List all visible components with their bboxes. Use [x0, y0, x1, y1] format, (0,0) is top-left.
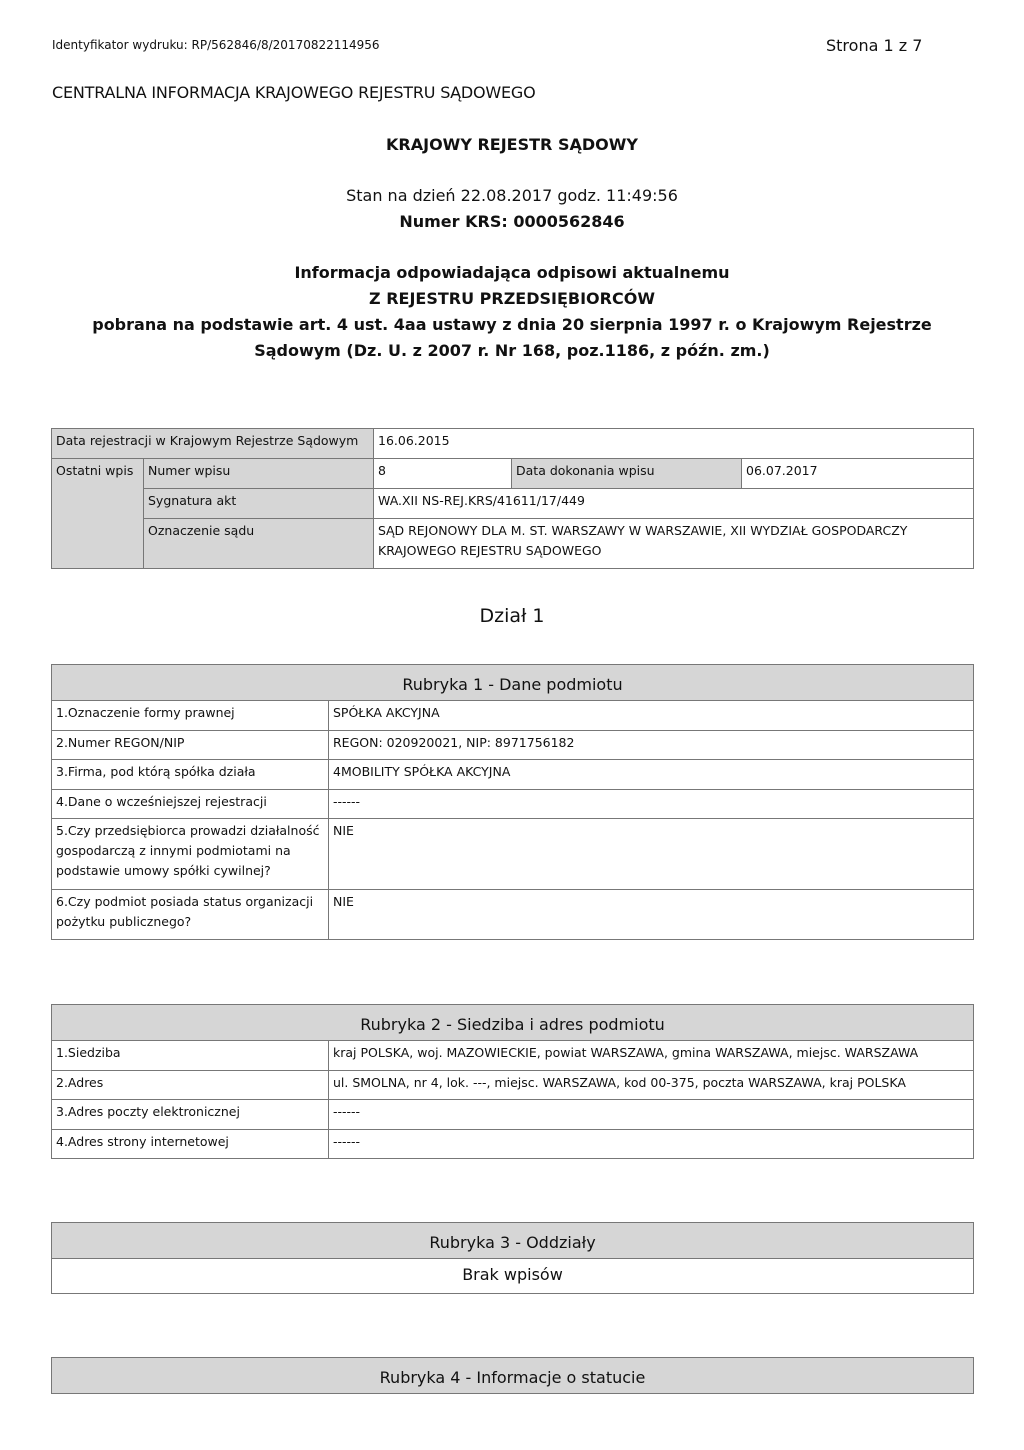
entry-number-label: Numer wpisu [144, 459, 374, 489]
central-info-title: CENTRALNA INFORMACJA KRAJOWEGO REJESTRU SĄDOWEGO [52, 83, 536, 102]
rubryka-3-title: Rubryka 3 - Oddziały [52, 1223, 974, 1259]
rubryka-3-table [51, 1222, 974, 1294]
print-identifier: Identyfikator wydruku: RP/562846/8/20170822114956 [52, 38, 380, 52]
info-line-1: Informacja odpowiadająca odpisowi aktualnemu [294, 263, 730, 282]
entry-number-value: 8 [374, 459, 512, 489]
field-value: ------ [329, 790, 974, 819]
court-value-line-2: KRAJOWEGO REJESTRU SĄDOWEGO [378, 543, 602, 558]
rubryka-2-title: Rubryka 2 - Siedziba i adres podmiotu [52, 1005, 974, 1041]
info-line-3: pobrana na podstawie art. 4 ust. 4aa ustawy z dnia 20 sierpnia 1997 r. o Krajowym Rejestrze [92, 315, 932, 334]
court-label: Oznaczenie sądu [144, 519, 374, 569]
page-number: Strona 1 z 7 [826, 36, 923, 55]
section-title: Dział 1 [479, 605, 545, 627]
field-label: 6.Czy podmiot posiada status organizacji pożytku publicznego? [52, 890, 329, 940]
rubryka-4-title: Rubryka 4 - Informacje o statucie [52, 1358, 974, 1394]
field-label: 2.Adres [52, 1071, 329, 1100]
field-value: kraj POLSKA, woj. MAZOWIECKIE, powiat WARSZAWA, gmina WARSZAWA, miejsc. WARSZAWA [329, 1041, 974, 1071]
field-value: ------ [329, 1130, 974, 1159]
field-label: 2.Numer REGON/NIP [52, 731, 329, 760]
field-value: ------ [329, 1100, 974, 1130]
krs-number: Numer KRS: 0000562846 [399, 212, 625, 231]
field-label: 4.Dane o wcześniejszej rejestracji [52, 790, 329, 819]
court-value-line-1: SĄD REJONOWY DLA M. ST. WARSZAWY W WARSZAWIE, XII WYDZIAŁ GOSPODARCZY [378, 523, 908, 538]
field-label: 1.Oznaczenie formy prawnej [52, 701, 329, 731]
field-value: NIE [329, 890, 974, 940]
registration-table [51, 428, 974, 569]
field-value: ul. SMOLNA, nr 4, lok. ---, miejsc. WARSZAWA, kod 00-375, poczta WARSZAWA, kraj POLSKA [329, 1071, 974, 1100]
field-label: 4.Adres strony internetowej [52, 1130, 329, 1159]
empty-entries: Brak wpisów [52, 1259, 974, 1294]
court-value [374, 519, 974, 569]
last-entry-label: Ostatni wpis [52, 459, 144, 569]
field-value: REGON: 020920021, NIP: 8971756182 [329, 731, 974, 760]
field-value: 4MOBILITY SPÓŁKA AKCYJNA [329, 760, 974, 790]
rubryka-2-table [51, 1004, 974, 1159]
registration-date-label: Data rejestracji w Krajowym Rejestrze Sądowym [52, 429, 374, 459]
entry-date-label: Data dokonania wpisu [512, 459, 742, 489]
registration-date-value: 16.06.2015 [374, 429, 974, 459]
info-line-4: Sądowym (Dz. U. z 2007 r. Nr 168, poz.1186, z późn. zm.) [254, 341, 770, 360]
info-line-2: Z REJESTRU PRZEDSIĘBIORCÓW [369, 289, 655, 308]
field-label: 1.Siedziba [52, 1041, 329, 1071]
rubryka-1-title: Rubryka 1 - Dane podmiotu [52, 665, 974, 701]
entry-date-value: 06.07.2017 [742, 459, 974, 489]
field-value: NIE [329, 819, 974, 890]
rubryka-1-table [51, 664, 974, 940]
state-date: Stan na dzień 22.08.2017 godz. 11:49:56 [346, 186, 678, 205]
document-title: KRAJOWY REJESTR SĄDOWY [386, 135, 638, 154]
rubryka-4-table [51, 1357, 974, 1394]
field-value: SPÓŁKA AKCYJNA [329, 701, 974, 731]
field-label: 3.Firma, pod którą spółka działa [52, 760, 329, 790]
signature-value: WA.XII NS-REJ.KRS/41611/17/449 [374, 489, 974, 519]
signature-label: Sygnatura akt [144, 489, 374, 519]
field-label: 5.Czy przedsiębiorca prowadzi działalność gospodarczą z innymi podmiotami na podstawie umowy spółki cywilnej? [52, 819, 329, 890]
field-label: 3.Adres poczty elektronicznej [52, 1100, 329, 1130]
